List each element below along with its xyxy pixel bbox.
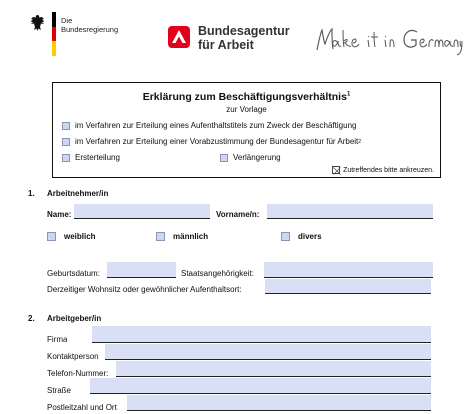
sex-option-female-label: weiblich: [64, 232, 96, 241]
option-prior-approval[interactable]: [62, 137, 361, 146]
section-1-title: Arbeitnehmer/in: [47, 189, 109, 198]
ba-logo-line2: für Arbeit: [198, 38, 254, 52]
option-initial-issuance[interactable]: [62, 153, 120, 162]
sex-option-male[interactable]: [156, 232, 208, 241]
prior-approval-footnote: 2: [358, 138, 362, 145]
section-1-number: 1.: [28, 189, 35, 198]
street-field[interactable]: [90, 378, 431, 394]
phone-field[interactable]: [116, 361, 431, 377]
name-label: Name:: [47, 210, 72, 219]
birthdate-field[interactable]: [107, 262, 176, 278]
residence-field[interactable]: [265, 279, 431, 294]
title-footnote: 1: [346, 91, 351, 98]
option-initial-issuance-label: Ersterteilung: [75, 153, 120, 162]
company-field[interactable]: [92, 326, 431, 343]
ba-logo-icon: [168, 26, 190, 48]
declaration-title: [53, 91, 440, 103]
checkbox-female[interactable]: [47, 232, 56, 241]
check-hint-text: Zutreffendes bitte ankreuzen.: [343, 166, 434, 174]
checked-box-icon: [332, 166, 340, 174]
checkbox-prior-approval[interactable]: [62, 138, 70, 146]
contact-field[interactable]: [105, 344, 431, 360]
name-field[interactable]: [74, 204, 210, 219]
sex-option-diverse-label: divers: [298, 232, 322, 241]
bundesregierung-logo: [30, 12, 140, 68]
ba-logo-line1: Bundesagentur: [198, 24, 290, 38]
checkbox-male[interactable]: [156, 232, 165, 241]
nationality-field[interactable]: [264, 262, 433, 278]
bundesagentur-logo: [168, 22, 298, 56]
checkbox-diverse[interactable]: [281, 232, 290, 241]
german-flag-bar: [52, 12, 56, 56]
company-label: Firma: [47, 335, 68, 344]
federal-eagle-icon: [30, 14, 45, 32]
birthdate-label: Geburtsdatum:: [47, 269, 100, 278]
make-it-in-germany-logo: [313, 22, 463, 56]
gov-logo-line1: Die: [61, 16, 73, 25]
checkbox-initial-issuance[interactable]: [62, 154, 70, 162]
firstname-label: Vorname/n:: [216, 210, 260, 219]
nationality-label: Staatsangehörigkeit:: [181, 269, 254, 278]
option-residence-permit[interactable]: [62, 121, 356, 130]
checkbox-extension[interactable]: [220, 154, 228, 162]
postal-city-field[interactable]: [127, 395, 431, 411]
street-label: Straße: [47, 386, 72, 395]
option-extension-label: Verlängerung: [233, 153, 281, 162]
check-hint: [332, 166, 434, 174]
sex-option-diverse[interactable]: [281, 232, 322, 241]
section-2-title: Arbeitgeber/in: [47, 314, 102, 323]
declaration-box: [52, 82, 441, 178]
contact-label: Kontaktperson: [47, 352, 99, 361]
gov-logo-line2: Bundesregierung: [61, 25, 119, 34]
firstname-field[interactable]: [267, 204, 433, 219]
postal-city-label: Postleitzahl und Ort: [47, 403, 117, 412]
sex-option-female[interactable]: [47, 232, 96, 241]
phone-label: Telefon-Nummer:: [47, 369, 109, 378]
sex-option-male-label: männlich: [173, 232, 209, 241]
option-residence-permit-label: im Verfahren zur Erteilung eines Aufenthaltstitels zum Zweck der Beschäftigung: [75, 121, 357, 130]
section-2-number: 2.: [28, 314, 35, 323]
checkbox-residence-permit[interactable]: [62, 122, 70, 130]
residence-label: Derzeitiger Wohnsitz oder gewöhnlicher Aufenthaltsort:: [47, 285, 242, 294]
declaration-title-text: Erklärung zum Beschäftigungsverhältnis: [142, 91, 347, 103]
option-extension[interactable]: [220, 153, 281, 162]
option-prior-approval-label: im Verfahren zur Erteilung einer Vorabzustimmung der Bundesagentur für Arbeit: [75, 137, 359, 146]
declaration-subtitle: zur Vorlage: [226, 105, 267, 114]
